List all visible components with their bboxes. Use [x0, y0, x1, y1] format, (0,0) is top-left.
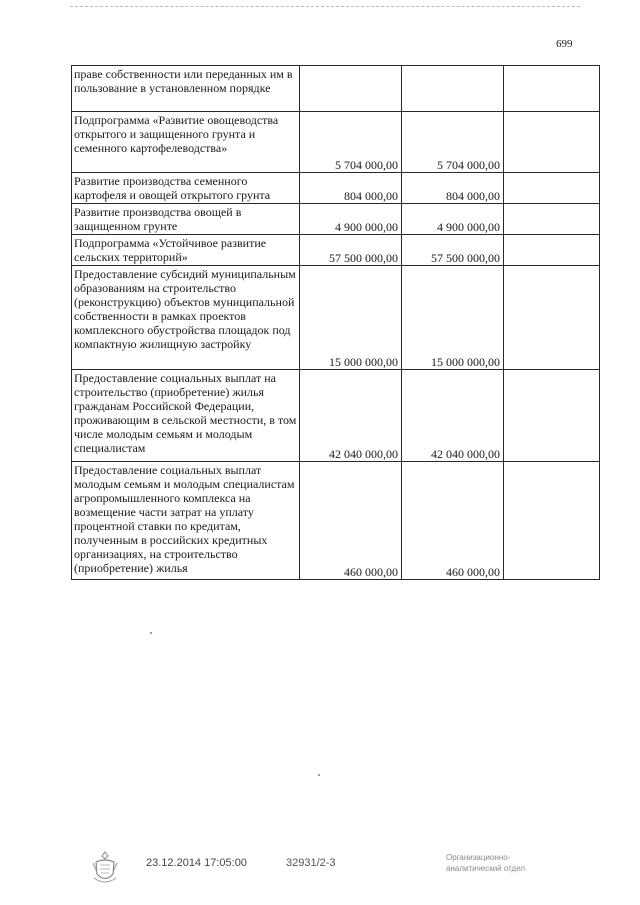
amount-cell-c [504, 370, 600, 462]
table-row [72, 266, 600, 370]
table-row [72, 370, 600, 462]
row-name-cell: Подпрограмма «Развитие овощеводства открытого и защищенного грунта и семенного картофелеводства» [72, 112, 300, 173]
amount-cell-b [402, 66, 504, 112]
table-row [72, 173, 600, 204]
row-name-cell: праве собственности или переданных им в пользование в установленном порядке [72, 66, 300, 112]
amount-cell-b: 4 900 000,00 [402, 204, 504, 235]
amount-cell-b: 57 500 000,00 [402, 235, 504, 266]
budget-table [71, 65, 600, 580]
row-name-cell: Предоставление субсидий муниципальным образованиям на строительство (реконструкцию) объектов муниципальной собственности в рамках проектов комплексного обустройства площадок под компактную жилищную застройку [72, 266, 300, 370]
row-name-cell: Подпрограмма «Устойчивое развитие сельских территорий» [72, 235, 300, 266]
table-row [72, 235, 600, 266]
table-row [72, 66, 600, 112]
footer-dept-line: Организационно- [446, 853, 511, 862]
amount-cell-b: 15 000 000,00 [402, 266, 504, 370]
amount-cell-a: 15 000 000,00 [300, 266, 402, 370]
row-name-cell: Предоставление социальных выплат на строительство (приобретение) жилья гражданам Российской Федерации, проживающим в сельской местности, в том числе молодым семьям и молодым специалистам [72, 370, 300, 462]
footer-document-number: 32931/2-3 [286, 857, 336, 869]
amount-cell-b: 460 000,00 [402, 462, 504, 580]
footer-timestamp: 23.12.2014 17:05:00 [146, 857, 247, 869]
table-row [72, 462, 600, 580]
page-number: 699 [556, 38, 573, 50]
row-name-cell: Развитие производства овощей в защищенном грунте [72, 204, 300, 235]
table-row [72, 112, 600, 173]
amount-cell-a: 804 000,00 [300, 173, 402, 204]
row-name-cell: Развитие производства семенного картофеля и овощей открытого грунта [72, 173, 300, 204]
amount-cell-c [504, 112, 600, 173]
amount-cell-b: 5 704 000,00 [402, 112, 504, 173]
amount-cell-c [504, 235, 600, 266]
scan-speck [318, 774, 320, 776]
amount-cell-a: 57 500 000,00 [300, 235, 402, 266]
scan-speck [150, 632, 152, 634]
amount-cell-b: 804 000,00 [402, 173, 504, 204]
amount-cell-a: 460 000,00 [300, 462, 402, 580]
amount-cell-c [504, 173, 600, 204]
amount-cell-a [300, 66, 402, 112]
footer-dept-line: аналитический отдел [446, 864, 526, 873]
coat-of-arms-icon [90, 850, 120, 886]
amount-cell-a: 5 704 000,00 [300, 112, 402, 173]
scan-edge-line [70, 6, 580, 7]
amount-cell-a: 42 040 000,00 [300, 370, 402, 462]
amount-cell-c [504, 66, 600, 112]
amount-cell-c [504, 462, 600, 580]
row-name-cell: Предоставление социальных выплат молодым семьям и молодым специалистам агропромышленного комплекса на возмещение части затрат на уплату процентной ставки по кредитам, полученным в российских кредитных организациях, на строительство (приобретение) жилья [72, 462, 300, 580]
table-row [72, 204, 600, 235]
amount-cell-c [504, 204, 600, 235]
footer-department-stamp [446, 852, 525, 874]
amount-cell-a: 4 900 000,00 [300, 204, 402, 235]
amount-cell-b: 42 040 000,00 [402, 370, 504, 462]
amount-cell-c [504, 266, 600, 370]
